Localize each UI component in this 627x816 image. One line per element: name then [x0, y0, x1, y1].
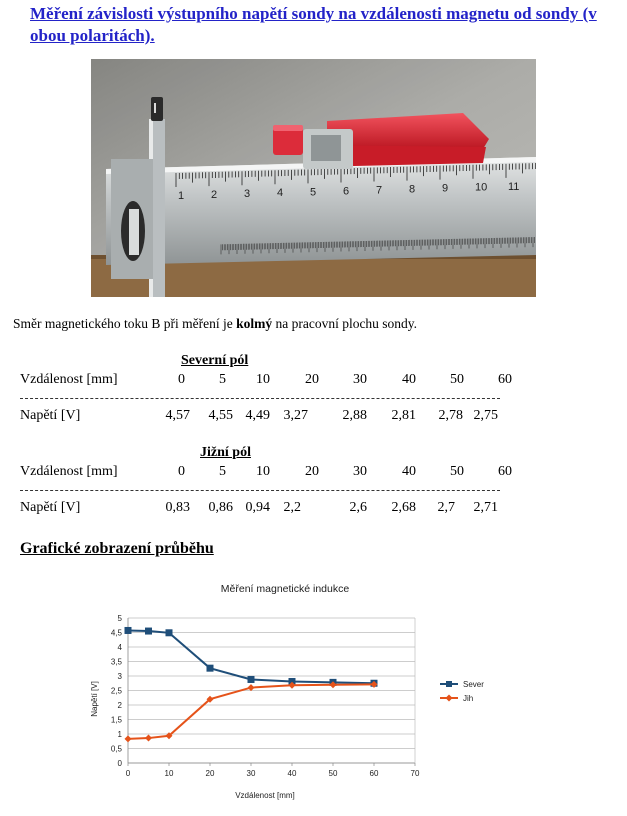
chart-series: [125, 627, 378, 742]
north-voltage-cell: 2,78: [438, 408, 463, 423]
x-tick-label: 20: [205, 769, 215, 778]
south-distance-cell: 60: [498, 464, 512, 479]
series-line-jih: [128, 684, 374, 739]
y-tick-label: 0: [117, 759, 122, 768]
north-voltage-cell: 4,57: [165, 408, 190, 423]
x-tick-label: 60: [369, 769, 379, 778]
north-distance-cell: 10: [256, 372, 270, 387]
data-point-sever: [125, 627, 132, 634]
ruler-number: 5: [310, 186, 317, 199]
legend-label: Jih: [463, 694, 474, 703]
ruler-number: 8: [409, 183, 416, 196]
y-tick-label: 1: [117, 730, 122, 739]
data-point-jih: [125, 735, 132, 742]
north-voltage-cell: 2,75: [473, 408, 498, 423]
south-voltage-cell: 2,6: [349, 500, 367, 515]
page-title-link[interactable]: Měření závislosti výstupního napětí sondy na vzdálenosti magnetu od sondy (v obou polaritách).: [30, 4, 597, 45]
south-distance-label: Vzdálenost [mm]: [20, 464, 118, 479]
data-point-jih: [145, 735, 152, 742]
y-tick-label: 5: [117, 614, 122, 623]
south-pole-title: Jižní pól: [200, 445, 251, 460]
legend-label: Sever: [463, 680, 484, 689]
south-voltage-cell: 2,2: [283, 500, 301, 515]
ruler-number: 2: [211, 189, 218, 202]
chart-axes: [111, 614, 420, 778]
x-tick-label: 40: [287, 769, 297, 778]
ruler-number: 4: [277, 187, 284, 200]
y-axis-label: Napětí [V]: [90, 681, 99, 717]
chart-grid: [128, 618, 415, 763]
north-distance-cell: 20: [305, 372, 319, 387]
x-tick-label: 30: [246, 769, 256, 778]
north-voltage-cell: 2,81: [391, 408, 416, 423]
x-axis-label: Vzdálenost [mm]: [235, 791, 295, 800]
x-tick-label: 0: [125, 769, 131, 778]
south-distance-cell: 0: [178, 464, 185, 479]
north-pole-title: Severní pól: [181, 353, 249, 368]
section-title: Grafické zobrazení průběhu: [20, 540, 214, 557]
y-tick-label: 3,5: [110, 657, 122, 667]
north-voltage-cell: 3,27: [283, 408, 308, 423]
y-tick-label: 4,5: [110, 628, 122, 638]
ruler-number: 11: [508, 180, 520, 193]
south-voltage-cell: 2,7: [437, 500, 455, 515]
south-distance-cell: 40: [402, 464, 416, 479]
south-divider: [20, 490, 500, 491]
y-tick-label: 2,5: [110, 686, 122, 696]
north-voltage-cell: 4,49: [245, 408, 270, 423]
data-point-sever: [145, 628, 152, 635]
y-tick-label: 2: [117, 701, 122, 710]
north-distance-label: Vzdálenost [mm]: [20, 372, 118, 387]
intro-sentence: [13, 316, 417, 332]
data-point-jih: [248, 684, 255, 691]
measurement-photo: [91, 59, 536, 297]
ruler-number: 1: [178, 189, 185, 202]
south-voltage-cell: 0,94: [245, 500, 270, 515]
data-point-sever: [166, 629, 173, 636]
south-distance-cell: 30: [353, 464, 367, 479]
south-distance-cell: 5: [219, 464, 226, 479]
ruler-number: 3: [244, 188, 251, 201]
data-point-sever: [248, 676, 255, 683]
north-voltage-cell: 4,55: [208, 408, 233, 423]
north-distance-cell: 0: [178, 372, 185, 387]
north-distance-cell: 50: [450, 372, 464, 387]
intro-text-after: na pracovní plochu sondy.: [272, 316, 418, 331]
ruler-number: 7: [376, 184, 383, 197]
x-tick-label: 10: [164, 769, 174, 778]
south-voltage-cell: 2,68: [391, 500, 416, 515]
y-tick-label: 1,5: [110, 715, 122, 725]
y-tick-label: 4: [117, 643, 122, 652]
data-point-sever: [207, 665, 214, 672]
south-voltage-cell: 2,71: [473, 500, 498, 515]
x-tick-label: 50: [328, 769, 338, 778]
x-tick-label: 70: [410, 769, 420, 778]
y-tick-label: 3: [117, 672, 122, 681]
intro-text-before: Směr magnetického toku B při měření je: [13, 316, 237, 331]
chart-legend: [440, 680, 484, 703]
south-voltage-cell: 0,86: [208, 500, 233, 515]
north-voltage-cell: 2,88: [342, 408, 367, 423]
ruler-number: 9: [442, 182, 449, 195]
south-distance-cell: 50: [450, 464, 464, 479]
legend-marker: [446, 681, 452, 687]
north-distance-cell: 30: [353, 372, 367, 387]
north-divider: [20, 398, 500, 399]
south-voltage-label: Napětí [V]: [20, 500, 81, 515]
series-line-sever: [128, 630, 374, 683]
south-distance-cell: 10: [256, 464, 270, 479]
chart-title: Měření magnetické indukce: [220, 583, 350, 595]
north-distance-cell: 40: [402, 372, 416, 387]
legend-marker: [446, 695, 453, 702]
north-voltage-label: Napětí [V]: [20, 408, 81, 423]
north-distance-cell: 60: [498, 372, 512, 387]
south-voltage-cell: 0,83: [165, 500, 190, 515]
north-distance-cell: 5: [219, 372, 226, 387]
intro-bold-word: kolmý: [236, 316, 273, 331]
ruler-number: 6: [343, 185, 350, 198]
south-distance-cell: 20: [305, 464, 319, 479]
ruler-number: 10: [475, 181, 488, 194]
y-tick-label: 0,5: [110, 744, 122, 754]
magnetic-induction-chart: [80, 578, 520, 808]
